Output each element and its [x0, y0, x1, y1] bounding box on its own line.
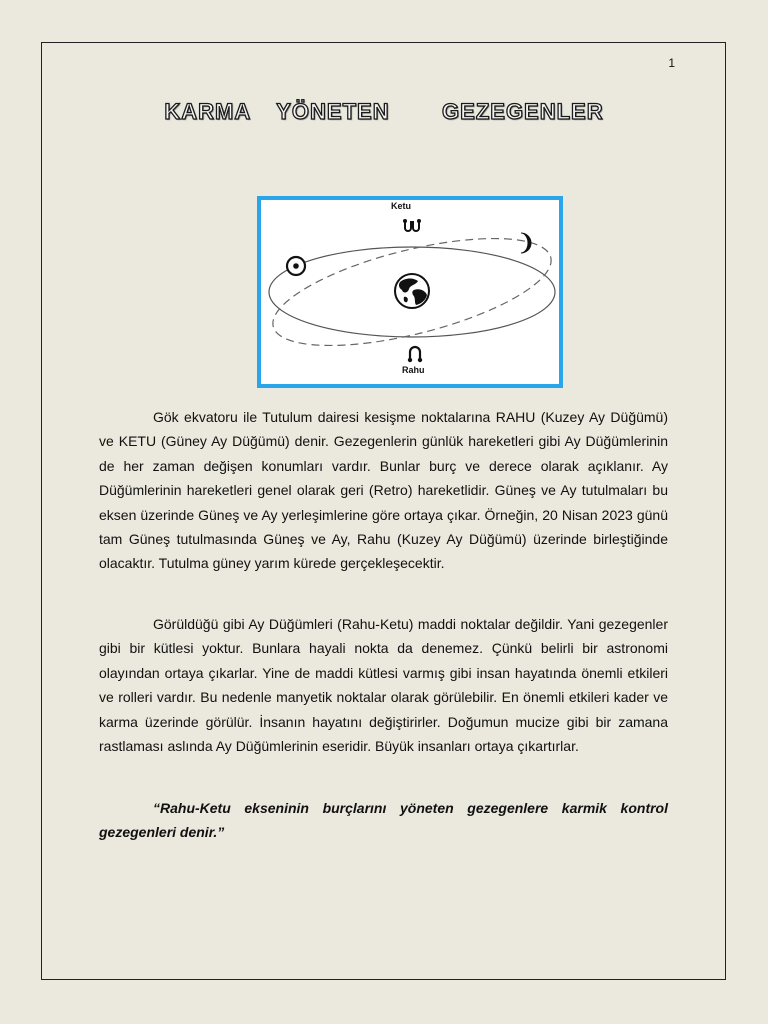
quote-paragraph: “Rahu-Ketu ekseninin burçlarını yöneten gezegenlere karmik kontrol gezegenleri denir.”	[99, 800, 668, 841]
orbit-diagram-svg	[261, 200, 559, 384]
page-number: 1	[668, 56, 675, 70]
rahu-label: Rahu	[402, 365, 425, 375]
paragraph-2: Görüldüğü gibi Ay Düğümleri (Rahu-Ketu) maddi noktalar değildir. Yani gezegenler gibi bir kütlesi yoktur. Bunlara hayali nokta da denemez. Çünkü belirli bir astronomi olayından ortaya çıkarlar. Yine de maddi kütlesi varmış gibi insan hayatında önemli etkileri ve rolleri vardır. Bu nedenle manyetik noktalar olarak görülebilir. En önemli etkileri kader ve karma üzerinde görülür. İnsanın hayatını değiştirirler. Doğumun mucize gibi bir zamana rastlaması aslında Ay Düğümlerinin eseridir. Büyük insanları ortaya çıkartırlar.	[99, 616, 668, 755]
ketu-label: Ketu	[391, 201, 411, 211]
earth-icon	[395, 274, 429, 308]
paragraph-1: Gök ekvatoru ile Tutulum dairesi kesişme noktalarına RAHU (Kuzey Ay Düğümü) ve KETU (Güney Ay Düğümü) denir. Gezegenlerin günlük hareketleri gibi Ay Düğümlerinin de her zaman değişen konumları vardır. Bunlar burç ve derece olarak açıklanır. Ay Düğümlerinin hareketleri genel olarak geri (Retro) hareketlidir. Güneş ve Ay tutulmaları bu eksen üzerinde Güneş ve Ay yerleşimlerine göre ortaya çıkar. Örneğin, 20 Nisan 2023 günü tam Güneş tutulmasında Güneş ve Ay, Rahu (Kuzey Ay Düğümü) üzerinde birleştiğinde olacaktır. Tutulma güney yarım kürede gerçekleşecektir.	[99, 409, 668, 572]
sun-icon	[287, 257, 305, 275]
ketu-icon	[403, 219, 421, 231]
rahu-icon	[408, 347, 422, 362]
lunar-nodes-diagram	[257, 196, 563, 388]
page-title: KARMA YÖNETEN GEZEGENLER	[164, 99, 604, 124]
moon-icon	[521, 233, 531, 253]
